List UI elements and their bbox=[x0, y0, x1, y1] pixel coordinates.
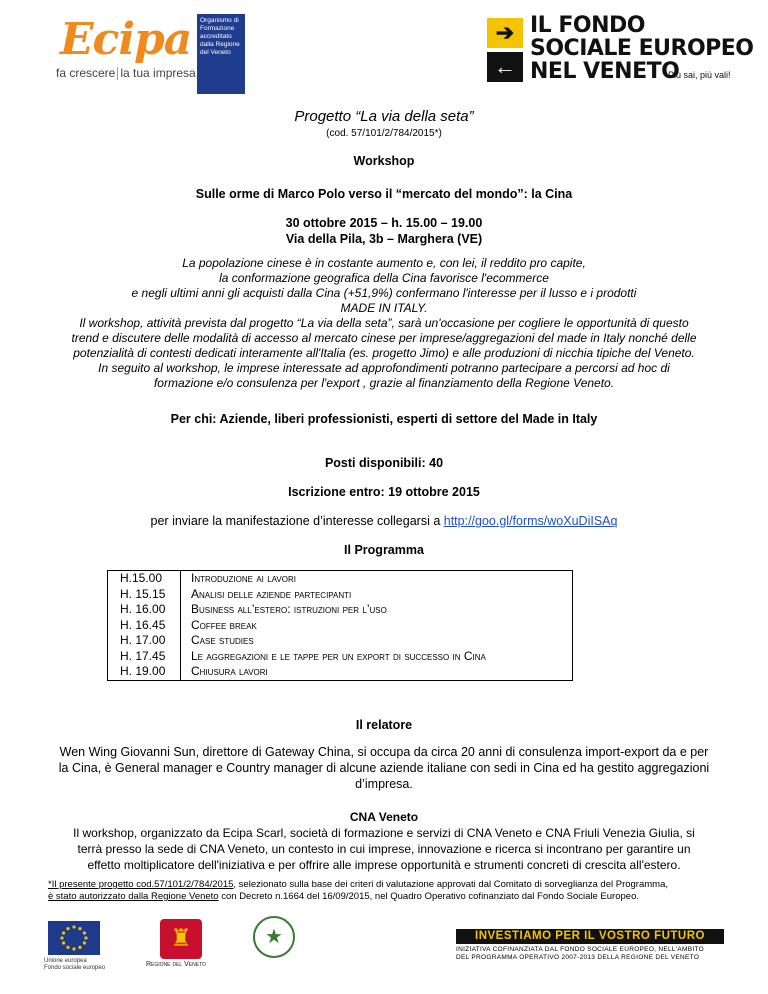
fse-slogan: Più sai, più vali! bbox=[668, 70, 731, 80]
cna-heading: CNA Veneto bbox=[349, 810, 419, 824]
invest-subtitle bbox=[456, 946, 724, 962]
arrow-right-icon: ➔ bbox=[487, 18, 523, 48]
accreditation-badge: Organismo di Formazione accreditato dalla Regione del Veneto bbox=[197, 14, 245, 94]
program-time: H. 19.00 bbox=[108, 664, 181, 680]
footnote-underlined-1: *Il presente progetto cod.57/101/2/784/2015 bbox=[48, 879, 234, 890]
italian-republic-emblem-icon: ★ bbox=[253, 916, 295, 958]
ecipa-tagline-part2: la tua impresa bbox=[120, 66, 196, 80]
veneto-lion-icon: ♜ bbox=[160, 919, 202, 959]
speaker-line: d’impresa. bbox=[355, 777, 413, 791]
intro-line: e negli ultimi anni gli acquisti dalla Cina (+51,9%) confermano l'interesse per il lusso e i prodotti bbox=[131, 286, 637, 300]
available-seats: Posti disponibili: 40 bbox=[324, 456, 444, 470]
program-time: H. 16.45 bbox=[108, 618, 181, 634]
program-time: H. 17.00 bbox=[108, 633, 181, 649]
fse-line1: IL FONDO bbox=[530, 13, 645, 38]
registration-link[interactable]: http://goo.gl/forms/woXuDiISAq bbox=[443, 514, 618, 528]
ecipa-tagline-part1: fa crescere bbox=[56, 66, 116, 80]
event-date: 30 ottobre 2015 – h. 15.00 – 19.00 bbox=[285, 216, 483, 230]
program-item: Chiusura lavori bbox=[191, 664, 268, 678]
program-heading: Il Programma bbox=[344, 543, 424, 557]
speaker-line: Wen Wing Giovanni Sun, direttore di Gateway China, si occupa da circa 20 anni di consulenza import-export da e per bbox=[59, 745, 709, 759]
program-row bbox=[108, 649, 573, 665]
intro-line: In seguito al workshop, le imprese interessate ad approfondimenti potranno partecipare a percorsi ad hoc di bbox=[98, 361, 670, 375]
event-place: Via della Pila, 3b – Marghera (VE) bbox=[285, 232, 483, 246]
cna-paragraph bbox=[0, 825, 768, 873]
program-item: Analisi delle aziende partecipanti bbox=[191, 586, 352, 601]
speaker-bio bbox=[0, 744, 768, 792]
program-item: Introduzione ai lavori bbox=[191, 571, 296, 585]
program-item: Business all’estero: istruzioni per l’uso bbox=[191, 602, 387, 616]
intro-line: La popolazione cinese è in costante aumento e, con lei, il reddito pro capite, bbox=[182, 256, 586, 270]
registration-deadline: Iscrizione entro: 19 ottobre 2015 bbox=[288, 485, 480, 499]
eu-flag-icon bbox=[48, 921, 100, 955]
intro-line: trend e discutere delle modalità di accesso al mercato cinese per imprese/aggregazioni del made in Italy nonché delle bbox=[71, 331, 697, 345]
footnote bbox=[48, 879, 728, 903]
program-table bbox=[107, 570, 573, 681]
invest-banner: INVESTIAMO PER IL VOSTRO FUTURO bbox=[456, 929, 724, 944]
workshop-heading: Workshop bbox=[353, 154, 415, 168]
intro-line: MADE IN ITALY. bbox=[340, 301, 428, 315]
footnote-underlined-2: è stato autorizzato dalla Regione Veneto bbox=[48, 891, 219, 902]
program-row bbox=[108, 633, 573, 649]
intro-paragraph bbox=[0, 256, 768, 391]
tagline-separator bbox=[117, 67, 118, 80]
footnote-text-1: , selezionato sulla base dei criteri di valutazione approvati dal Comitato di sorveglianza del Programma, bbox=[233, 879, 668, 890]
ecipa-tagline bbox=[56, 66, 196, 80]
arrow-left-icon: ← bbox=[487, 52, 523, 82]
project-title: Progetto “La via della seta” bbox=[294, 108, 474, 125]
invest-sub-line1: INIZIATIVA COFINANZIATA DAL FONDO SOCIALE EUROPEO, NELL'AMBITO bbox=[456, 946, 704, 953]
intro-line: Il workshop, attività prevista dal progetto “La via della seta”, sarà un'occasione per cogliere le opportunità di questo bbox=[79, 316, 689, 330]
program-time: H. 15.15 bbox=[108, 587, 181, 603]
program-row bbox=[108, 571, 573, 587]
cna-line: Il workshop, organizzato da Ecipa Scarl, società di formazione e servizi di CNA Veneto e CNA Friuli Venezia Giulia, si bbox=[73, 826, 695, 840]
program-item: Le aggregazioni e le tappe per un export di successo in Cina bbox=[191, 648, 486, 663]
program-row bbox=[108, 618, 573, 634]
veneto-caption: Regione del Veneto bbox=[146, 961, 206, 968]
eu-caption-line1: Unione europea bbox=[44, 958, 87, 964]
registration-link-line bbox=[0, 514, 768, 528]
invest-sub-line2: DEL PROGRAMMA OPERATIVO 2007-2013 DELLA REGIONE DEL VENETO bbox=[456, 954, 700, 961]
eu-caption-line2: Fondo sociale europeo bbox=[44, 965, 106, 971]
intro-line: formazione e/o consulenza per l'export , grazie al finanziamento della Regione Veneto. bbox=[153, 376, 615, 390]
program-item: Coffee break bbox=[191, 617, 257, 632]
speaker-line: la Cina, è General manager e Country manager di alcune aziende italiane con sedi in Cina ed ha gestito aggregazioni bbox=[58, 761, 710, 775]
fse-line3: NEL VENETO bbox=[530, 59, 680, 84]
fse-line2: SOCIALE EUROPEO bbox=[530, 36, 754, 61]
cna-line: terrà presso la sede di CNA Veneto, un contesto in cui imprese, innovazione e ricerca si incontrano per garantire un bbox=[77, 842, 691, 856]
program-time: H.15.00 bbox=[108, 571, 181, 587]
registration-link-text: per inviare la manifestazione d’interesse collegarsi a bbox=[150, 514, 441, 528]
footnote-text-2: con Decreto n.1664 del 16/09/2015, nel Quadro Operativo cofinanziato dal Fondo Sociale Europeo. bbox=[218, 891, 639, 902]
intro-line: la conformazione geografica della Cina favorisce l'ecommerce bbox=[219, 271, 549, 285]
program-item: Case studies bbox=[191, 633, 254, 647]
program-row bbox=[108, 664, 573, 680]
ecipa-logo: Ecipa bbox=[60, 14, 192, 65]
cna-line: effetto moltiplicatore dell'iniziativa e per offrire alle imprese opportunità e strumenti concreti di crescita all'estero. bbox=[87, 858, 681, 872]
eu-caption bbox=[44, 958, 105, 972]
program-time: H. 16.00 bbox=[108, 602, 181, 618]
speaker-heading: Il relatore bbox=[355, 718, 413, 732]
project-code: (cod. 57/101/2/784/2015*) bbox=[326, 128, 442, 139]
program-time: H. 17.45 bbox=[108, 649, 181, 665]
target-audience: Per chi: Aziende, liberi professionisti, esperti di settore del Made in Italy bbox=[170, 412, 598, 426]
workshop-subtitle: Sulle orme di Marco Polo verso il “mercato del mondo”: la Cina bbox=[195, 187, 573, 201]
program-row bbox=[108, 587, 573, 603]
program-row bbox=[108, 602, 573, 618]
intro-line: potenzialità di contesti dedicati interamente all'Italia (es. progetto Jimo) e alle produzioni di nicchia tipiche del Veneto. bbox=[73, 346, 695, 360]
